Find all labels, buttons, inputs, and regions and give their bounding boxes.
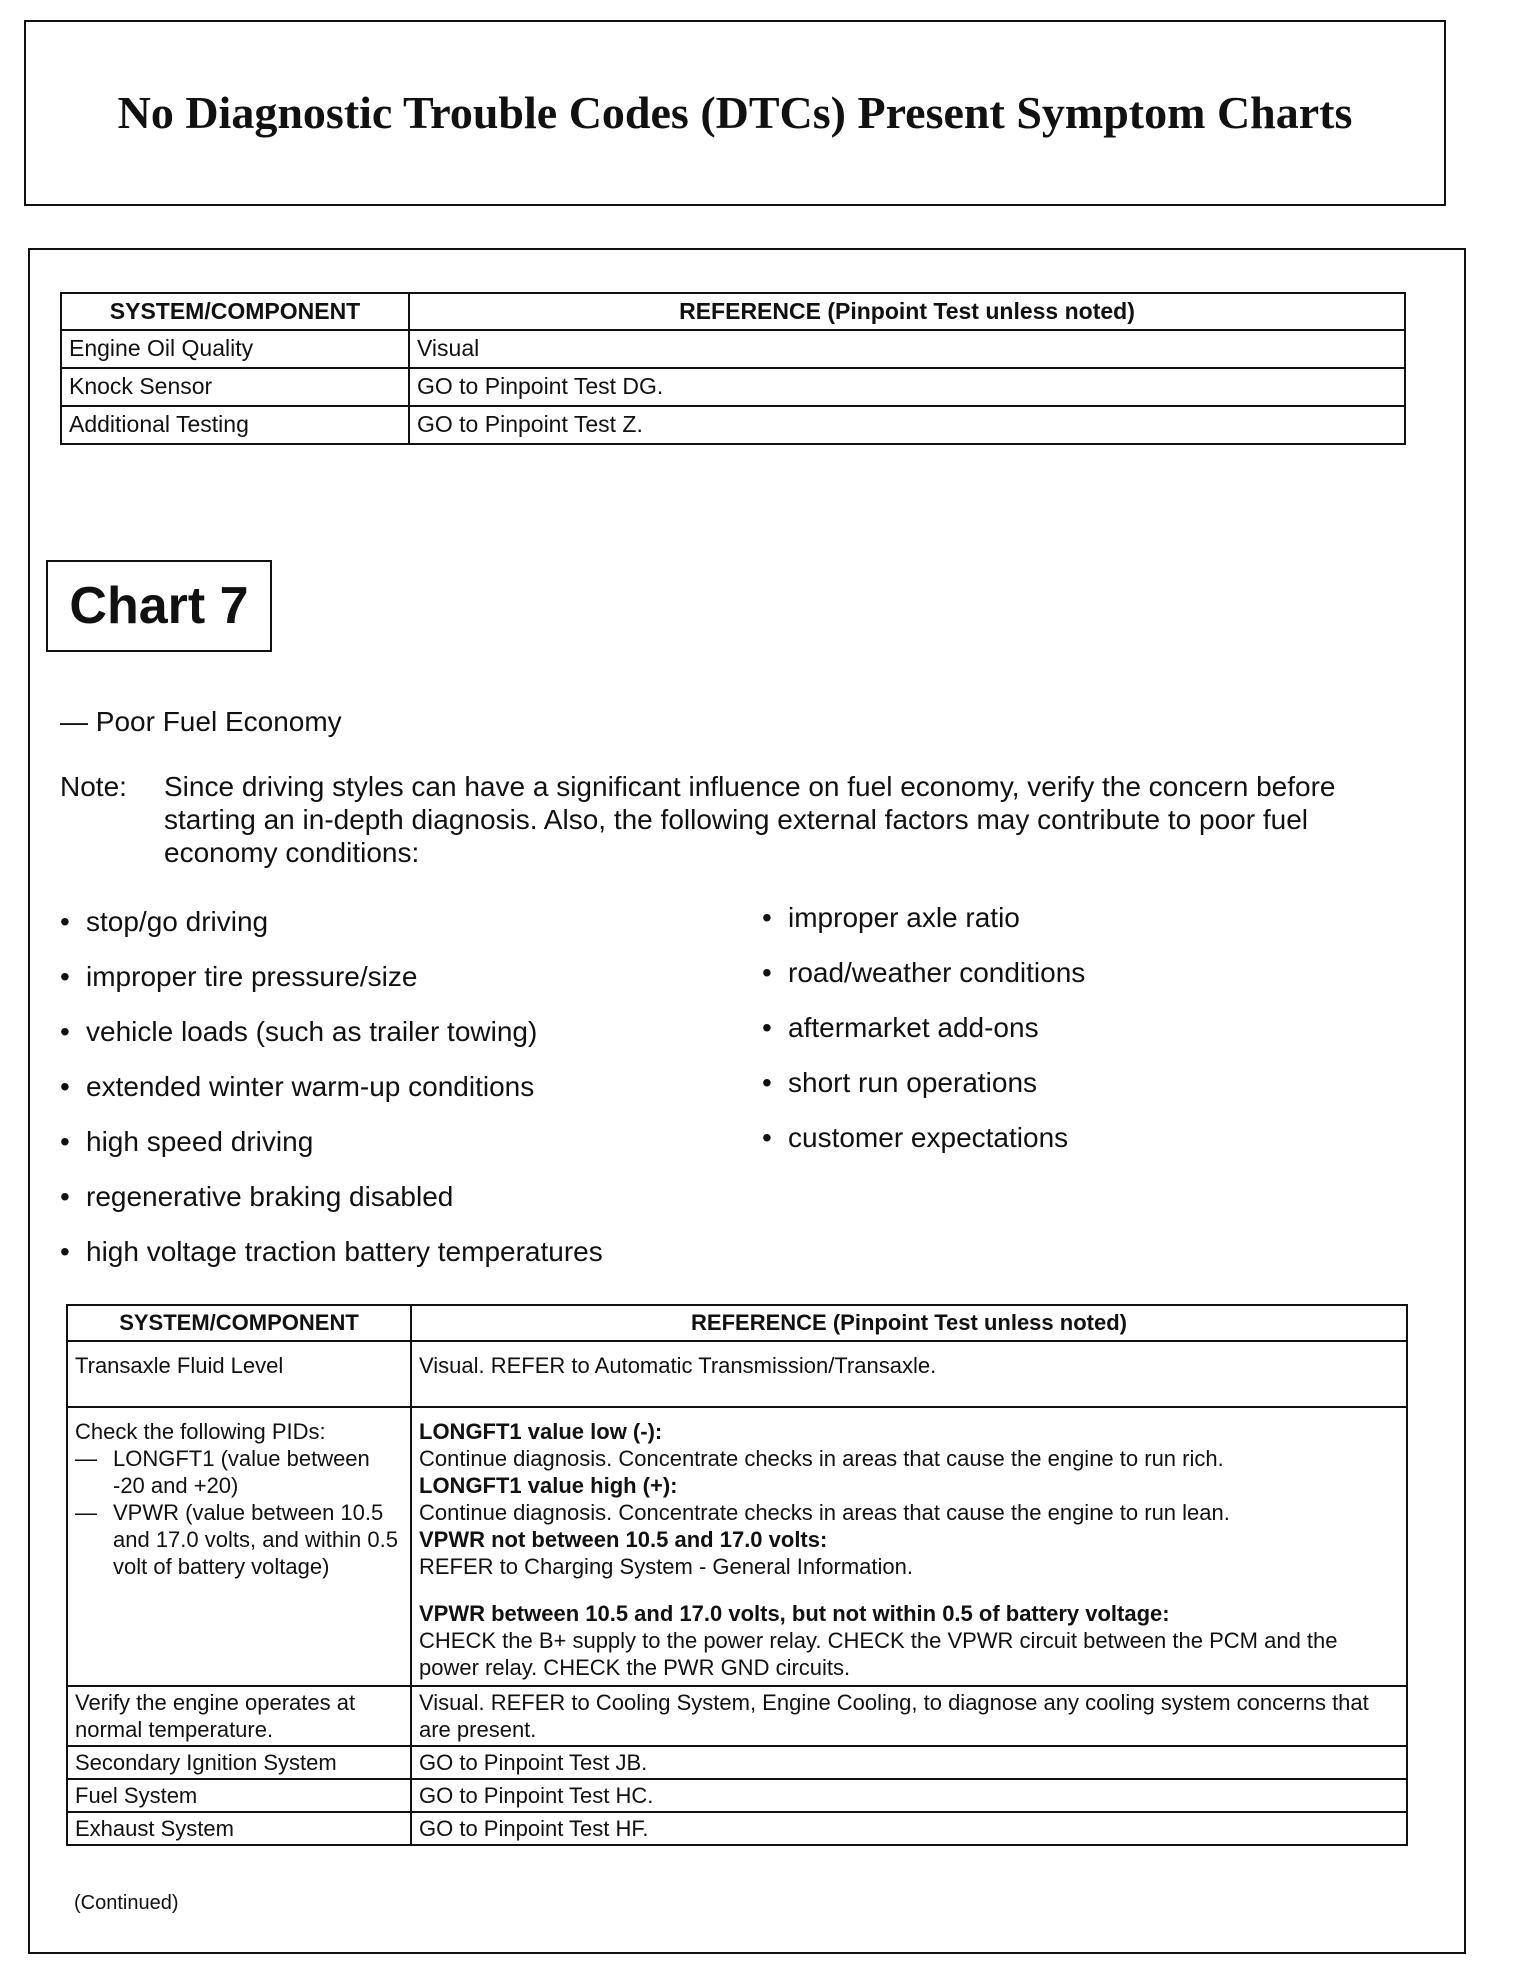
component-cell: Additional Testing <box>61 406 409 444</box>
list-item: • stop/go driving <box>60 906 269 937</box>
component-cell <box>67 1407 411 1686</box>
table-row <box>67 1779 1407 1812</box>
reference-cell: Visual. REFER to Cooling System, Engine Cooling, to diagnose any cooling system concerns that are present. <box>411 1686 1407 1746</box>
table-row <box>67 1407 1407 1686</box>
list-item: • aftermarket add-ons <box>762 1012 1039 1043</box>
column-header-reference: REFERENCE (Pinpoint Test unless noted) <box>409 293 1405 330</box>
condition-heading: VPWR not between 10.5 and 17.0 volts: <box>419 1527 828 1552</box>
condition-heading: VPWR between 10.5 and 17.0 volts, but not within 0.5 of battery voltage: <box>419 1601 1170 1626</box>
condition-heading: LONGFT1 value low (-): <box>419 1419 663 1444</box>
component-cell: Verify the engine operates at normal temperature. <box>67 1686 411 1746</box>
component-cell: Secondary Ignition System <box>67 1746 411 1779</box>
condition-text: Continue diagnosis. Concentrate checks in areas that cause the engine to run rich. <box>419 1446 1224 1471</box>
note-label: Note: <box>60 771 127 802</box>
reference-cell: GO to Pinpoint Test DG. <box>409 368 1405 406</box>
table-row <box>67 1341 1407 1407</box>
condition-text: Continue diagnosis. Concentrate checks in areas that cause the engine to run lean. <box>419 1500 1230 1525</box>
table-row <box>67 1746 1407 1779</box>
list-item: • road/weather conditions <box>762 957 1086 988</box>
component-cell: Transaxle Fluid Level <box>67 1341 411 1407</box>
list-item: • improper axle ratio <box>762 902 1020 933</box>
reference-table-chart7 <box>66 1304 1408 1846</box>
column-header-reference: REFERENCE (Pinpoint Test unless noted) <box>411 1305 1407 1341</box>
title-box <box>24 20 1446 206</box>
table-row <box>61 368 1405 406</box>
chart-subtitle: — Poor Fuel Economy <box>60 706 342 737</box>
note-text: Since driving styles can have a significant influence on fuel economy, verify the concern before starting an in-depth diagnosis. Also, the following external factors may contribute to poor fuel economy conditions: <box>164 771 1336 868</box>
list-item: • customer expectations <box>762 1122 1069 1153</box>
continued-note: (Continued) <box>74 1892 179 1914</box>
reference-cell: GO to Pinpoint Test HF. <box>411 1812 1407 1845</box>
list-item: • high speed driving <box>60 1126 314 1157</box>
table-row <box>61 330 1405 368</box>
component-cell: Knock Sensor <box>61 368 409 406</box>
list-item: — VPWR (value between 10.5 and 17.0 volts, and within 0.5 volt of battery voltage) <box>75 1500 398 1579</box>
list-item: • improper tire pressure/size <box>60 961 418 992</box>
reference-cell: GO to Pinpoint Test JB. <box>411 1746 1407 1779</box>
list-item: • regenerative braking disabled <box>60 1181 454 1212</box>
factor-list-left <box>60 906 603 1291</box>
condition-text: CHECK the B+ supply to the power relay. CHECK the VPWR circuit between the PCM and the power relay. CHECK the PWR GND circuits. <box>419 1628 1338 1680</box>
reference-cell: Visual. REFER to Automatic Transmission/Transaxle. <box>411 1341 1407 1407</box>
table-row <box>61 406 1405 444</box>
list-item: • vehicle loads (such as trailer towing) <box>60 1016 538 1047</box>
component-cell: Engine Oil Quality <box>61 330 409 368</box>
reference-cell: GO to Pinpoint Test HC. <box>411 1779 1407 1812</box>
column-header-component: SYSTEM/COMPONENT <box>67 1305 411 1341</box>
pid-intro: Check the following PIDs: <box>75 1419 326 1444</box>
condition-text: REFER to Charging System - General Information. <box>419 1554 913 1579</box>
list-item: — LONGFT1 (value between -20 and +20) <box>75 1446 370 1498</box>
condition-heading: LONGFT1 value high (+): <box>419 1473 678 1498</box>
reference-cell <box>411 1407 1407 1686</box>
component-cell: Fuel System <box>67 1779 411 1812</box>
factor-list-right <box>762 902 1085 1177</box>
list-item: • extended winter warm-up conditions <box>60 1071 535 1102</box>
reference-table-top <box>60 292 1406 445</box>
column-header-component: SYSTEM/COMPONENT <box>61 293 409 330</box>
table-header-row <box>67 1305 1407 1341</box>
table-row <box>67 1686 1407 1746</box>
list-item: • high voltage traction battery temperatures <box>60 1236 603 1267</box>
page-title: No Diagnostic Trouble Codes (DTCs) Present Symptom Charts <box>117 87 1353 138</box>
table-header-row <box>61 293 1405 330</box>
table-row <box>67 1812 1407 1845</box>
reference-cell: Visual <box>409 330 1405 368</box>
pid-list <box>75 1445 403 1580</box>
chart-label: Chart 7 <box>46 560 272 652</box>
list-item: • short run operations <box>762 1067 1038 1098</box>
reference-cell: GO to Pinpoint Test Z. <box>409 406 1405 444</box>
note-block <box>60 770 1420 869</box>
component-cell: Exhaust System <box>67 1812 411 1845</box>
